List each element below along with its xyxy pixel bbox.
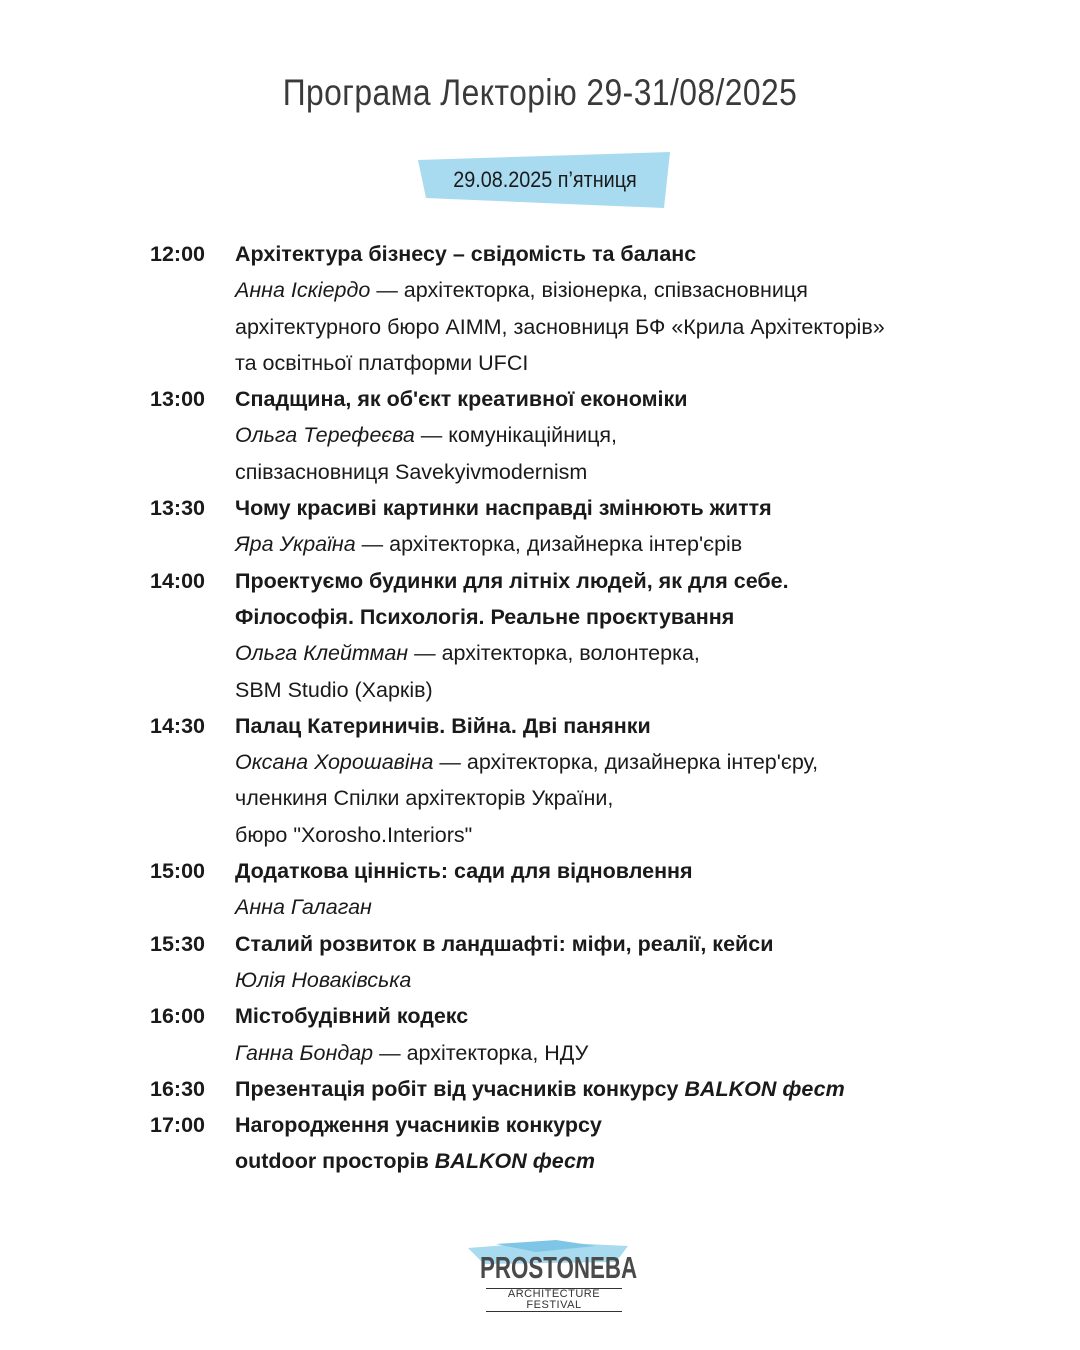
schedule-entry (150, 381, 1010, 490)
entry-description: — комунікаційниця, (414, 423, 618, 448)
schedule-entry (150, 853, 1010, 926)
entry-speaker-line (235, 272, 1010, 308)
entry-brand: BALKON фест (434, 1149, 596, 1174)
logo-wordmark: PROSTONEBA (480, 1250, 638, 1285)
entry-brand: BALKON фест (684, 1076, 845, 1101)
entry-time: 13:30 (150, 496, 205, 521)
entry-speaker: Оксана Хорошавіна (235, 750, 434, 775)
entry-description: — архітекторка, НДУ (373, 1040, 589, 1065)
entry-time: 12:00 (150, 242, 205, 266)
entry-topic: Сталий розвиток в ландшафті: міфи, реалії, кейси (235, 931, 774, 956)
entry-topic: Філософія. Психологія. Реальне проєктування (235, 604, 735, 629)
schedule-entry (150, 236, 1010, 381)
entry-time: 14:00 (150, 568, 205, 593)
entry-description: — архітекторка, візіонерка, співзасновниця (370, 278, 808, 303)
entry-topic: Архітектура бізнесу – свідомість та баланс (235, 242, 697, 266)
entry-speaker: Ольга Терефеєва (235, 423, 415, 448)
entry-topic: Нагородження учасників конкурсу (235, 1113, 602, 1138)
entry-description: бюро "Xorosho.Interiors" (235, 822, 473, 847)
entry-time: 15:00 (150, 859, 205, 884)
entry-speaker: Анна Галаган (235, 895, 372, 920)
entry-speaker: Яра Україна (235, 532, 356, 557)
entry-description: — архітекторка, волонтерка, (408, 641, 700, 666)
entry-time: 15:30 (150, 931, 205, 956)
entry-speaker-line (235, 526, 1010, 562)
entry-topic: outdoor просторів BALKON фест (235, 1149, 596, 1174)
entry-time: 17:00 (150, 1113, 205, 1138)
entry-description: та освітньої платформи UFCI (235, 350, 529, 375)
entry-description: співзасновниця Savekyivmodernism (235, 459, 588, 484)
entry-speaker: Юлія Новаківська (235, 967, 412, 992)
entry-time: 16:00 (150, 1004, 205, 1029)
entry-speaker-line (235, 889, 1010, 925)
entry-speaker-line (235, 417, 1010, 453)
logo-subtitle: ARCHITECTURE FESTIVAL (486, 1288, 622, 1312)
entry-time: 16:30 (150, 1076, 205, 1101)
entry-description: SBM Studio (Харків) (235, 677, 433, 702)
entry-topic: Спадщина, як об'єкт креативної економіки (235, 387, 688, 412)
schedule-entry (150, 563, 1010, 708)
entry-topic: Палац Катериничів. Війна. Дві панянки (235, 713, 651, 738)
entry-speaker-line (235, 744, 1010, 780)
entry-topic: Презентація робіт від учасників конкурсу BALKON фест (235, 1076, 845, 1101)
entry-description: — архітекторка, дизайнерка інтер'єру, (433, 750, 819, 775)
page-title: Програма Лекторію 29-31/08/2025 (282, 72, 798, 113)
entry-speaker: Ганна Бондар (235, 1040, 374, 1065)
date-label: 29.08.2025 п’ятниця (453, 167, 637, 192)
entry-speaker-line (235, 962, 1010, 998)
entry-speaker: Анна Іскіердо (235, 278, 371, 303)
schedule-entry (150, 1071, 1010, 1107)
schedule-list (150, 236, 1010, 1180)
entry-time: 13:00 (150, 387, 205, 412)
entry-topic: Додаткова цінність: сади для відновлення (235, 859, 693, 884)
entry-description: — архітекторка, дизайнерка інтер'єрів (355, 532, 743, 557)
entry-speaker-line (235, 1035, 1010, 1071)
entry-time: 14:30 (150, 713, 205, 738)
schedule-entry (150, 490, 1010, 563)
entry-topic: Проектуємо будинки для літніх людей, як для себе. (235, 568, 789, 593)
entry-speaker-line (235, 635, 1010, 671)
entry-speaker: Ольга Клейтман (235, 641, 409, 666)
schedule-entry (150, 998, 1010, 1071)
date-badge (418, 152, 672, 210)
entry-description: архітектурного бюро AIMM, засновниця БФ «Крила Архітекторів» (235, 314, 885, 339)
entry-topic: Чому красиві картинки насправді змінюють життя (235, 496, 772, 521)
schedule-entry (150, 708, 1010, 853)
schedule-entry (150, 1107, 1010, 1180)
prostoneba-logo (466, 1240, 638, 1311)
schedule-entry (150, 926, 1010, 999)
entry-description: членкиня Спілки архітекторів України, (235, 786, 614, 811)
entry-topic: Містобудівний кодекс (235, 1004, 469, 1029)
